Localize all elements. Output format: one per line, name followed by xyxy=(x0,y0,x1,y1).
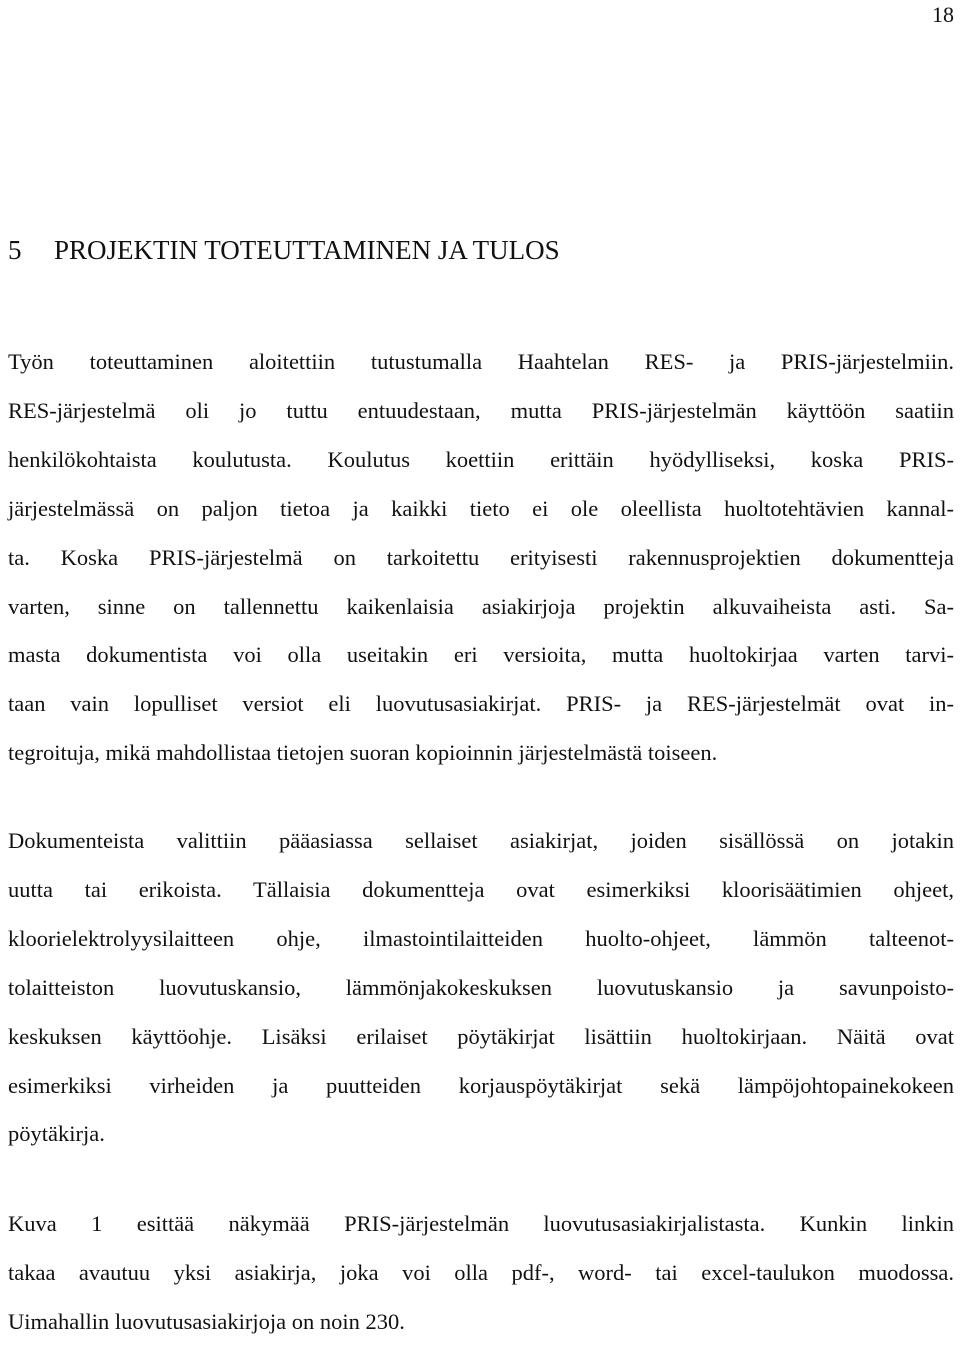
text-line: tolaitteiston luovutuskansio, lämmönjakokeskuksen luovutuskansio ja savunpoisto- xyxy=(8,974,954,1000)
text-line: keskuksen käyttöohje. Lisäksi erilaiset pöytäkirjat lisättiin huoltokirjaan. Näitä ovat xyxy=(8,1023,954,1049)
text-line: pöytäkirja. xyxy=(8,1121,105,1147)
text-line: ta. Koska PRIS-järjestelmä on tarkoitettu erityisesti rakennusprojektien dokumentteja xyxy=(8,544,954,570)
section-heading xyxy=(8,230,560,270)
text-line: masta dokumentista voi olla useitakin eri versioita, mutta huoltokirjaa varten tarvi- xyxy=(8,642,954,668)
body-paragraph-3 xyxy=(8,1200,954,1347)
text-line: takaa avautuu yksi asiakirja, joka voi olla pdf-, word- tai excel-taulukon muodossa. xyxy=(8,1259,954,1285)
text-line: Uimahallin luovutusasiakirjoja on noin 230. xyxy=(8,1308,405,1334)
text-line: varten, sinne on tallennettu kaikenlaisia asiakirjoja projektin alkuvaiheista asti. Sa- xyxy=(8,593,954,619)
text-line: tegroituja, mikä mahdollistaa tietojen suoran kopioinnin järjestelmästä toiseen. xyxy=(8,740,718,766)
text-line: henkilökohtaista koulutusta. Koulutus koettiin erittäin hyödylliseksi, koska PRIS- xyxy=(8,446,954,472)
section-number: 5 xyxy=(8,235,22,265)
page-number: 18 xyxy=(932,2,954,27)
text-line: uutta tai erikoista. Tällaisia dokumentteja ovat esimerkiksi kloorisäätimien ohjeet, xyxy=(8,876,954,902)
body-paragraph-1 xyxy=(8,338,954,778)
text-line: Kuva 1 esittää näkymää PRIS-järjestelmän luovutusasiakirjalistasta. Kunkin linkin xyxy=(8,1211,954,1236)
text-line: Dokumenteista valittiin pääasiassa sellaiset asiakirjat, joiden sisällössä on jotakin xyxy=(8,828,954,853)
text-line: järjestelmässä on paljon tietoa ja kaikki tieto ei ole oleellista huoltotehtävien kannal- xyxy=(8,495,954,521)
text-line: esimerkiksi virheiden ja puutteiden korjauspöytäkirjat sekä lämpöjohtopainekokeen xyxy=(8,1072,954,1098)
text-line: Työn toteuttaminen aloitettiin tutustumalla Haahtelan RES- ja PRIS-järjestelmiin. xyxy=(8,349,954,374)
body-paragraph-2 xyxy=(8,817,954,1159)
text-line: kloorielektrolyysilaitteen ohje, ilmastointilaitteiden huolto-ohjeet, lämmön talteenot- xyxy=(8,925,954,951)
text-line: RES-järjestelmä oli jo tuttu entuudestaan, mutta PRIS-järjestelmän käyttöön saatiin xyxy=(8,397,954,423)
text-line: taan vain lopulliset versiot eli luovutusasiakirjat. PRIS- ja RES-järjestelmät ovat in- xyxy=(8,691,954,717)
section-title: PROJEKTIN TOTEUTTAMINEN JA TULOS xyxy=(54,235,560,265)
